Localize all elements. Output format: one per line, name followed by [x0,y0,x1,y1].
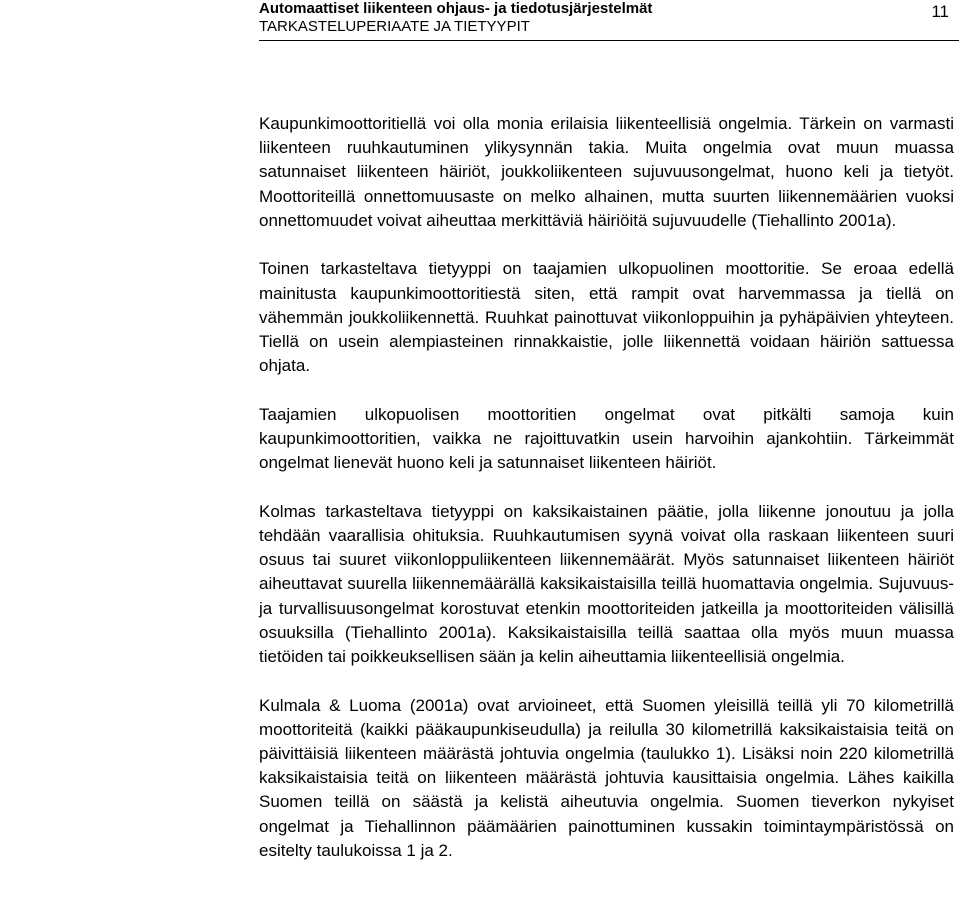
section-title: TARKASTELUPERIAATE JA TIETYYPIT [259,18,530,35]
paragraph-5: Kulmala & Luoma (2001a) ovat arvioineet, että Suomen yleisillä teillä yli 70 kilometrillä moottoriteitä (kaikki pääkaupunkiseudulla) ja reilulla 30 kilometrillä kaksikaistaisia teitä on päivittäisiä liikenteen määrästä johtuvia ongelmia (taulukko 1). Lisäksi noin 220 kilometrillä kaksikaistaisia teitä on liikenteen määrästä johtuvia kausittaisia ongelmia. Lähes kaikilla Suomen teillä on säästä ja kelistä aiheutuvia ongelmia. Suomen tieverkon nykyiset ongelmat ja Tiehallinnon päämäärien painottuminen kussakin toimintaympäristössä on esitelty taulukoissa 1 ja 2. [259,695,954,860]
paragraph-1: Kaupunkimoottoritiellä voi olla monia erilaisia liikenteellisiä ongelmia. Tärkein on varmasti liikenteen ruuhkautuminen ylikysynnän takia. Muita ongelmia ovat muun muassa satunnaiset liikenteen häiriöt, joukkoliikenteen sujuvuusongelmat, huono keli ja tietyöt. Moottoriteillä onnettomuusaste on melko alhainen, mutta suurten liikennemäärien vuoksi onnettomuudet voivat aiheuttaa merkittäviä häiriöitä sujuvuudelle (Tiehallinto 2001a). [259,114,954,230]
paragraph-2: Toinen tarkasteltava tietyyppi on taajamien ulkopuolinen moottoritie. Se eroaa edellä mainitusta kaupunkimoottoritiestä siten, että rampit ovat harvemmassa ja tiellä on vähemmän joukkoliikennettä. Ruuhkat painottuvat viikonloppuihin ja pyhäpäivien yhteyteen. Tiellä on usein alempiasteinen rinnakkaistie, jolle liikennettä voidaan häiriön sattuessa ohjata. [259,259,954,376]
page-header [259,0,959,40]
paragraph-3: Taajamien ulkopuolisen moottoritien ongelmat ovat pitkälti samoja kuin kaupunkimoottoritien, vaikka ne rajoittuvatkin usein harvoihin ajankohtiin. Tärkeimmät ongelmat lienevät huono keli ja satunnaiset liikenteen häiriöt. [259,404,954,473]
paragraph-4: Kolmas tarkasteltava tietyyppi on kaksikaistainen päätie, jolla liikenne jonoutuu ja jolla tehdään vaarallisia ohituksia. Ruuhkautumisen syynä voivat olla raskaan liikenteen suuri osuus tai suuret viikonloppuliikenteen liikennemäärät. Myös satunnaiset liikenteen häiriöt aiheuttavat suurella liikennemäärällä kaksikaistaisilla teillä huomattavia ongelmia. Sujuvuus- ja turvallisuusongelmat korostuvat etenkin moottoriteiden jatkeilla ja moottoriteiden välisillä osuuksilla (Tiehallinto 2001a). Kaksikaistaisilla teillä saattaa olla myös muun muassa tietöiden tai poikkeuksellisen sään ja kelin aiheuttamia liikenteellisiä ongelmia. [259,501,954,667]
header-divider [259,40,959,41]
document-title: Automaattiset liikenteen ohjaus- ja tiedotusjärjestelmät [259,0,653,17]
body-text [259,112,954,863]
page-number: 11 [931,2,949,21]
